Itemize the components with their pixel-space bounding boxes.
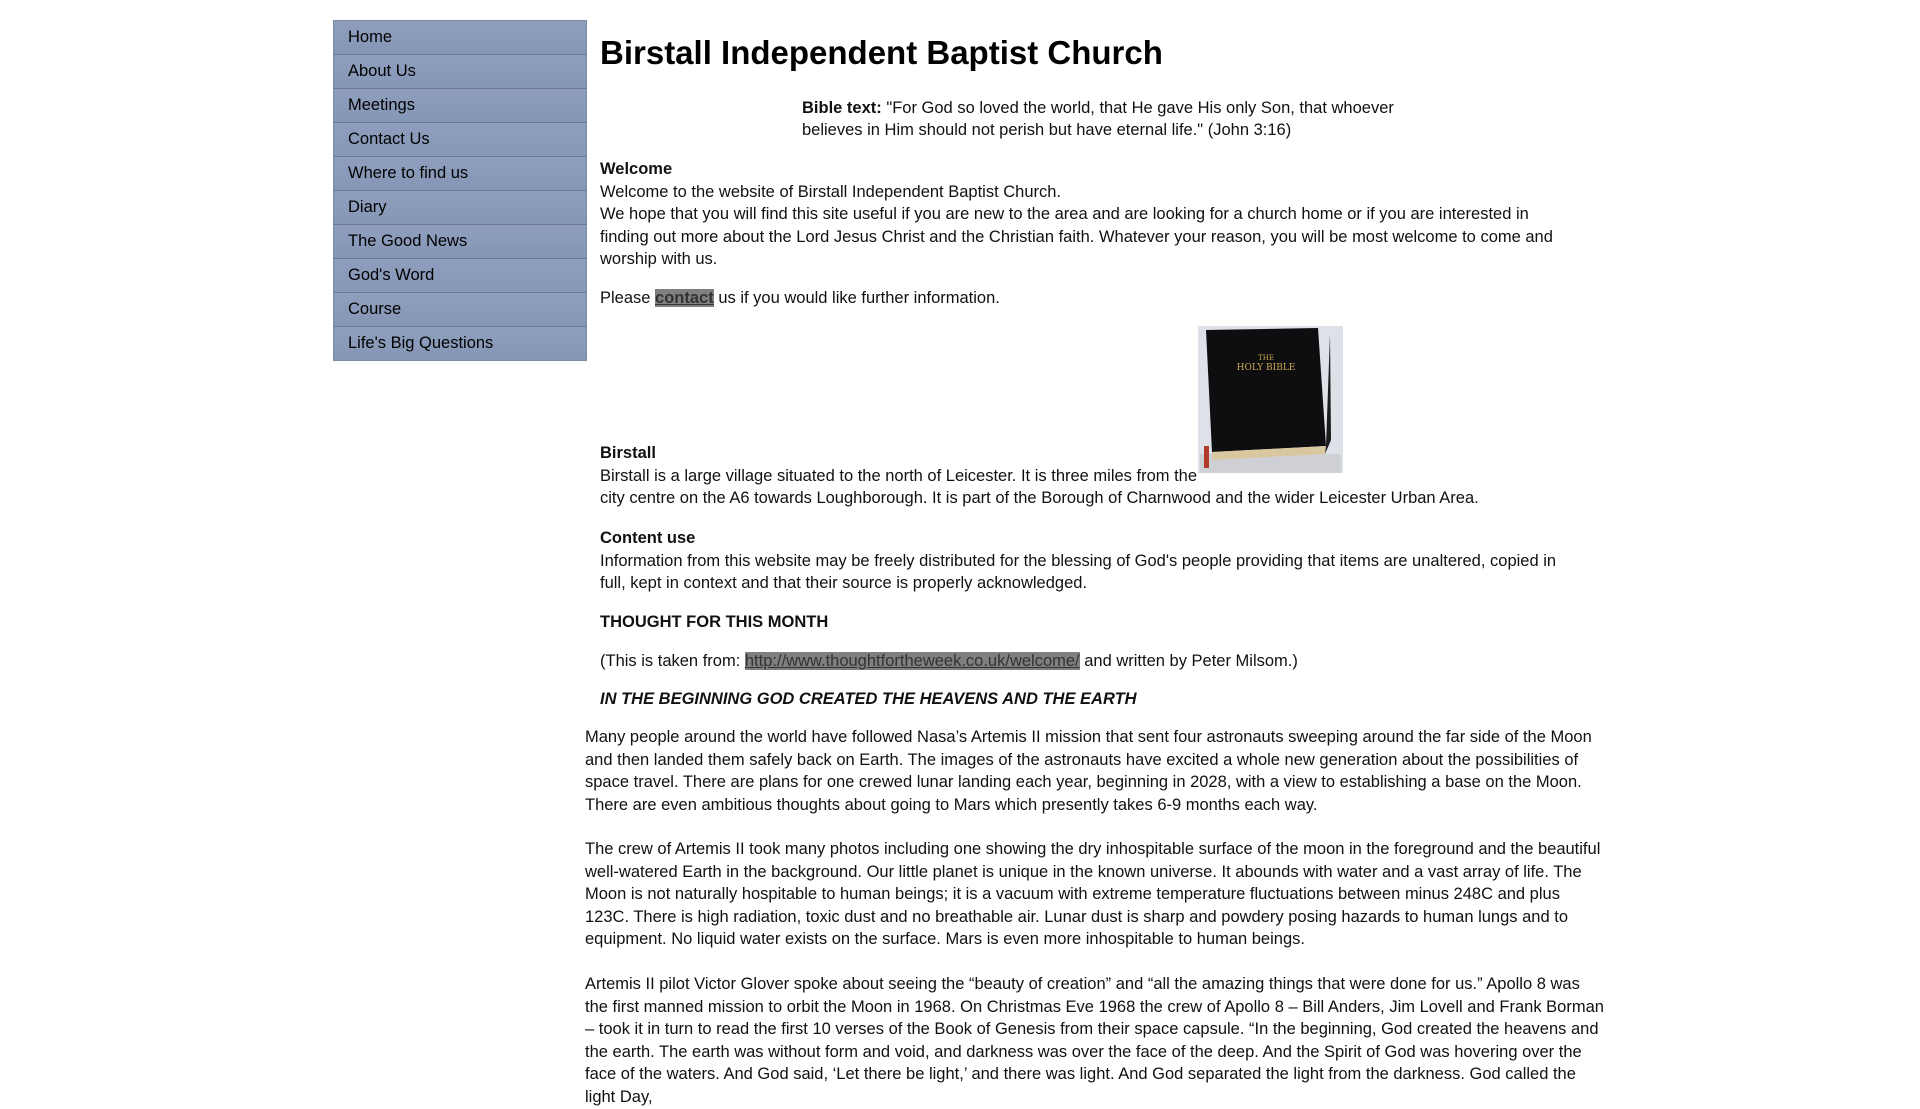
content-use-section [600, 527, 1580, 595]
contact-sentence [600, 287, 1580, 310]
welcome-heading: Welcome [600, 160, 673, 178]
source-line-pre: (This is taken from: [600, 652, 745, 670]
contact-link[interactable]: contact [655, 289, 714, 307]
main-content [600, 32, 1600, 74]
content-use-heading: Content use [600, 529, 696, 547]
welcome-line-2: We hope that you will find this site useful if you are new to the area and are looking for a church home or if you are interested in finding out more about the Lord Jesus Christ and the Christian faith. Whatever your reason, you will be most welcome to come and worship with us. [600, 205, 1553, 269]
bible-text-block [802, 97, 1402, 141]
thought-heading: THOUGHT FOR THIS MONTH [600, 613, 829, 631]
genesis-heading: IN THE BEGINNING GOD CREATED THE HEAVENS AND THE EARTH [600, 690, 1137, 708]
nav-item-lifes-big-questions[interactable]: Life's Big Questions [334, 327, 586, 360]
birstall-text-2: city centre on the A6 towards Loughborough. It is part of the Borough of Charnwood and the wider Leicester Urban Area. [600, 489, 1479, 508]
nav-item-home[interactable]: Home [334, 21, 586, 55]
contact-sentence-pre: Please [600, 289, 656, 307]
nav-item-about-us[interactable]: About Us [334, 55, 586, 89]
contact-sentence-post: us if you would like further information. [713, 289, 1000, 307]
welcome-section [600, 158, 1580, 271]
bible-text-verse: "For God so loved the world, that He gave His only Son, that whoever believes in Him should not perish but have eternal life." (John 3:16) [802, 99, 1394, 139]
birstall-heading: Birstall [600, 444, 656, 462]
thought-paragraph-2: The crew of Artemis II took many photos including one showing the dry inhospitable surface of the moon in the foreground and the beautiful well-watered Earth in the background. Our little planet is unique in the known universe. It abounds with water and a vast array of life. The Moon is not naturally hospitable to human beings; it is a vacuum with extreme temperature fluctuations between minus 248C and plus 123C. There is high radiation, toxic dust and no breathable air. Lunar dust is sharp and powdery posing hazards to human lungs and to equipment. No liquid water exists on the surface. Mars is even more inhospitable to human beings. [585, 840, 1601, 949]
bible-text-label: Bible text: [802, 99, 882, 117]
birstall-section [600, 442, 1580, 510]
birstall-text-1: Birstall is a large village situated to the north of Leicester. It is three miles from the [600, 466, 1198, 485]
content-use-text: Information from this website may be freely distributed for the blessing of God's people providing that items are unaltered, copied in full, kept in context and that their source is properly acknowledged. [600, 551, 1557, 593]
thought-paragraph-1: Many people around the world have followed Nasa’s Artemis II mission that sent four astronauts sweeping around the far side of the Moon and then landed them safely back on Earth. The images of the astronauts have excited a whole new generation about the possibilities of space travel. There are plans for one crewed lunar landing each year, beginning in 2028, with a view to establishing a base on the Moon. There are even ambitious thoughts about going to Mars which presently takes 6-9 months each way. [585, 728, 1592, 814]
source-url-link[interactable]: http://www.thoughtfortheweek.co.uk/welcome/ [744, 652, 1080, 670]
nav-item-contact-us[interactable]: Contact Us [334, 123, 586, 157]
sidebar-nav [333, 20, 587, 361]
source-line [600, 650, 1580, 673]
bible-cover-holy-bible: HOLY BIBLE [1236, 363, 1296, 373]
nav-item-gods-word[interactable]: God's Word [334, 259, 586, 293]
page-title: Birstall Independent Baptist Church [600, 34, 1163, 71]
welcome-line-1: Welcome to the website of Birstall Independent Baptist Church. [600, 182, 1062, 201]
bible-cover-the: THE [1258, 354, 1274, 362]
nav-item-where-to-find-us[interactable]: Where to find us [334, 157, 586, 191]
nav-item-good-news[interactable]: The Good News [334, 225, 586, 259]
nav-item-diary[interactable]: Diary [334, 191, 586, 225]
nav-item-meetings[interactable]: Meetings [334, 89, 586, 123]
nav-item-course[interactable]: Course [334, 293, 586, 327]
thought-paragraph-3: Artemis II pilot Victor Glover spoke about seeing the “beauty of creation” and “all the amazing things that were done for us.” Apollo 8 was the first manned mission to orbit the Moon in 1968. On Christmas Eve 1968 the crew of Apollo 8 – Bill Anders, Jim Lovell and Frank Borman – took it in turn to read the first 10 verses of the Book of Genesis from their space capsule. “In the beginning, God created the heavens and the earth. The earth was without form and void, and darkness was over the face of the deep. And the Spirit of God was hovering over the face of the waters. And God said, ‘Let there be light,’ and there was light. And God separated the light from the darkness. God called the light Day, [585, 975, 1604, 1106]
source-line-post: and written by Peter Milsom.) [1079, 652, 1298, 670]
